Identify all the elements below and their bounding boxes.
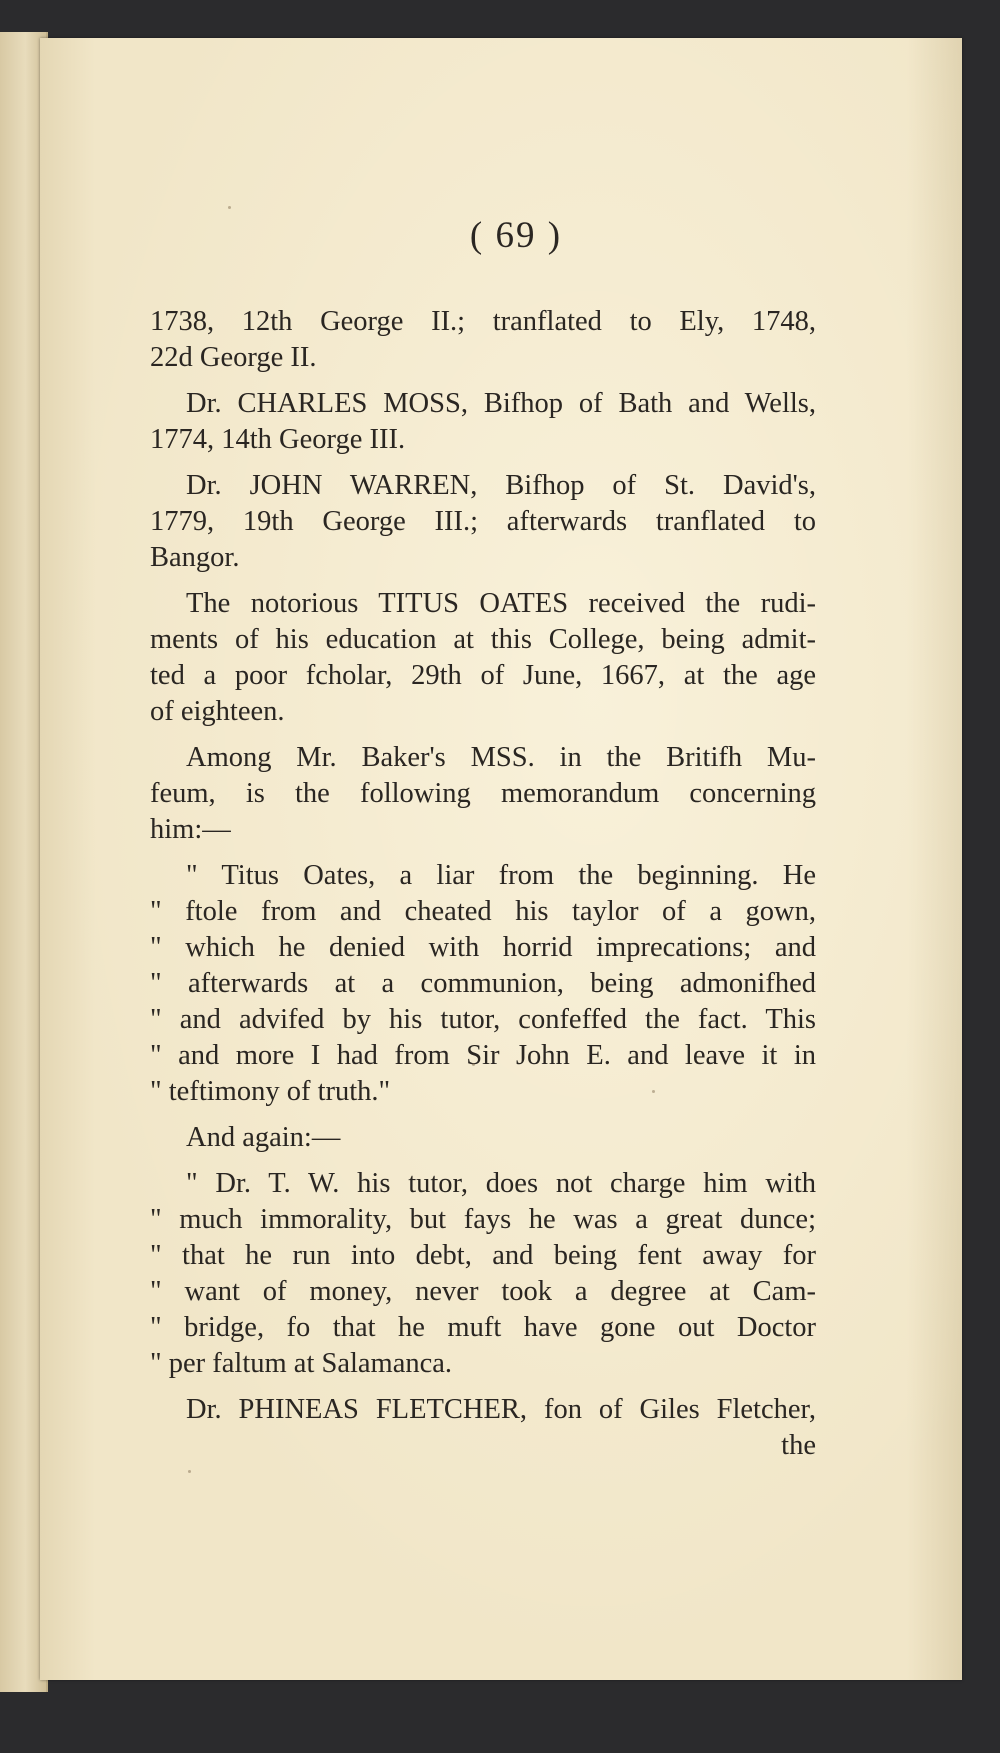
text-line: 1774, 14th George III. xyxy=(150,424,406,455)
quote-line: " much immorality, but fays he was a great dunce; xyxy=(150,1204,816,1235)
paper-fleck xyxy=(472,1063,475,1066)
text-line: And again:— xyxy=(186,1122,341,1153)
text-line: The notorious TITUS OATES received the rudi- xyxy=(186,588,816,619)
text-line: ted a poor fcholar, 29th of June, 1667, at the age xyxy=(150,660,816,691)
text-line: Dr. CHARLES MOSS, Bifhop of Bath and Wells, xyxy=(186,388,816,419)
quote-line: " which he denied with horrid imprecations; and xyxy=(150,932,816,963)
text-line: of eighteen. xyxy=(150,696,285,727)
quote-line: " that he run into debt, and being fent away for xyxy=(150,1240,816,1271)
quote-line: " afterwards at a communion, being admonifhed xyxy=(150,968,816,999)
paper-fleck xyxy=(188,1470,191,1473)
page-number: ( 69 ) xyxy=(469,215,563,256)
quote-line: " ftole from and cheated his taylor of a gown, xyxy=(150,896,816,927)
body-text xyxy=(150,304,816,1428)
text-line: Among Mr. Baker's MSS. in the Britifh Mu- xyxy=(186,742,816,773)
quote-line: " teftimony of truth." xyxy=(150,1076,391,1107)
quote-line: " and advifed by his tutor, confeffed the fact. This xyxy=(150,1004,816,1035)
catchword: the xyxy=(781,1430,816,1461)
quote-line: " and more I had from Sir John E. and leave it in xyxy=(150,1040,816,1071)
text-line: 1738, 12th George II.; tranflated to Ely, 1748, xyxy=(150,306,816,337)
text-line: Dr. PHINEAS FLETCHER, fon of Giles Fletcher, xyxy=(186,1394,816,1425)
text-line: feum, is the following memorandum concerning xyxy=(150,778,816,809)
quote-line: " want of money, never took a degree at Cam- xyxy=(150,1276,816,1307)
paper-fleck xyxy=(652,1090,655,1093)
quote-line: " Dr. T. W. his tutor, does not charge him with xyxy=(186,1168,816,1199)
quote-line: " Titus Oates, a liar from the beginning. He xyxy=(186,860,816,891)
text-line: 22d George II. xyxy=(150,342,317,373)
quote-line: " bridge, fo that he muft have gone out Doctor xyxy=(150,1312,816,1343)
text-line: Bangor. xyxy=(150,542,240,573)
text-line: 1779, 19th George III.; afterwards tranflated to xyxy=(150,506,816,537)
quote-line: " per faltum at Salamanca. xyxy=(150,1348,453,1379)
text-line: ments of his education at this College, being admit- xyxy=(150,624,816,655)
text-line: Dr. JOHN WARREN, Bifhop of St. David's, xyxy=(186,470,816,501)
page xyxy=(40,38,962,1680)
text-line: him:— xyxy=(150,814,231,845)
paper-fleck xyxy=(228,206,231,209)
